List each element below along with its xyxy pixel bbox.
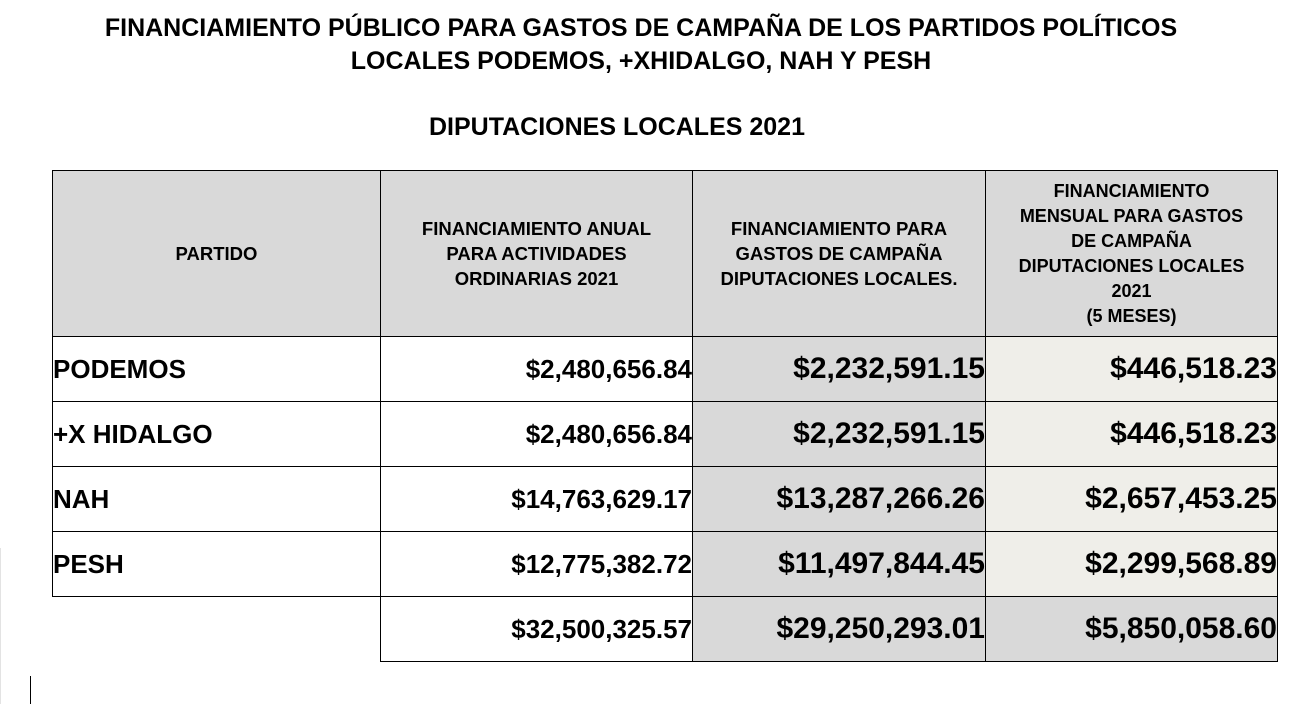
cell-campana: $2,232,591.15 bbox=[693, 337, 986, 402]
cell-campana: $11,497,844.45 bbox=[693, 532, 986, 597]
cell-mensual: $446,518.23 bbox=[986, 337, 1278, 402]
cell-partido: NAH bbox=[53, 467, 381, 532]
cell-partido: +X HIDALGO bbox=[53, 402, 381, 467]
cell-anual: $2,480,656.84 bbox=[381, 337, 693, 402]
header-anual bbox=[381, 171, 693, 337]
header-line: FINANCIAMIENTO ANUAL bbox=[421, 218, 652, 239]
total-campana: $29,250,293.01 bbox=[693, 597, 986, 662]
text-cursor bbox=[30, 676, 31, 704]
table-row bbox=[53, 402, 1278, 467]
total-anual: $32,500,325.57 bbox=[381, 597, 693, 662]
header-line: ORDINARIAS 2021 bbox=[454, 268, 619, 289]
title-line-1: FINANCIAMIENTO PÚBLICO PARA GASTOS DE CAMPAÑA DE LOS PARTIDOS POLÍTICOS bbox=[104, 14, 1178, 42]
total-mensual: $5,850,058.60 bbox=[986, 597, 1278, 662]
table-row bbox=[53, 337, 1278, 402]
header-line: (5 MESES) bbox=[1086, 305, 1177, 326]
cell-anual: $14,763,629.17 bbox=[381, 467, 693, 532]
totals-blank-cell bbox=[53, 597, 381, 662]
header-line: DIPUTACIONES LOCALES. bbox=[720, 268, 958, 289]
cell-mensual: $2,657,453.25 bbox=[986, 467, 1278, 532]
cell-partido: PESH bbox=[53, 532, 381, 597]
financing-table bbox=[52, 170, 1278, 662]
cell-anual: $12,775,382.72 bbox=[381, 532, 693, 597]
totals-row bbox=[53, 597, 1278, 662]
cell-partido: PODEMOS bbox=[53, 337, 381, 402]
header-line: DE CAMPAÑA bbox=[1071, 230, 1192, 251]
table-row bbox=[53, 467, 1278, 532]
title-line-2: LOCALES PODEMOS, +XHIDALGO, NAH Y PESH bbox=[350, 47, 932, 75]
header-line: 2021 bbox=[1111, 280, 1152, 301]
cell-anual: $2,480,656.84 bbox=[381, 402, 693, 467]
header-line: MENSUAL PARA GASTOS bbox=[1019, 205, 1244, 226]
header-line: GASTOS DE CAMPAÑA bbox=[735, 243, 943, 264]
header-line: DIPUTACIONES LOCALES bbox=[1018, 255, 1245, 276]
cell-mensual: $2,299,568.89 bbox=[986, 532, 1278, 597]
table-header-row bbox=[53, 171, 1278, 337]
header-campana bbox=[693, 171, 986, 337]
document-title bbox=[0, 12, 1282, 78]
header-partido: PARTIDO bbox=[53, 171, 381, 337]
document-subtitle: DIPUTACIONES LOCALES 2021 bbox=[428, 113, 805, 141]
header-mensual bbox=[986, 171, 1278, 337]
table-row bbox=[53, 532, 1278, 597]
header-line: PARA ACTIVIDADES bbox=[446, 243, 627, 264]
cell-campana: $2,232,591.15 bbox=[693, 402, 986, 467]
cell-mensual: $446,518.23 bbox=[986, 402, 1278, 467]
header-line: FINANCIAMIENTO PARA bbox=[730, 218, 948, 239]
cell-campana: $13,287,266.26 bbox=[693, 467, 986, 532]
page-edge-line bbox=[0, 548, 1, 704]
header-line: FINANCIAMIENTO bbox=[1053, 180, 1210, 201]
